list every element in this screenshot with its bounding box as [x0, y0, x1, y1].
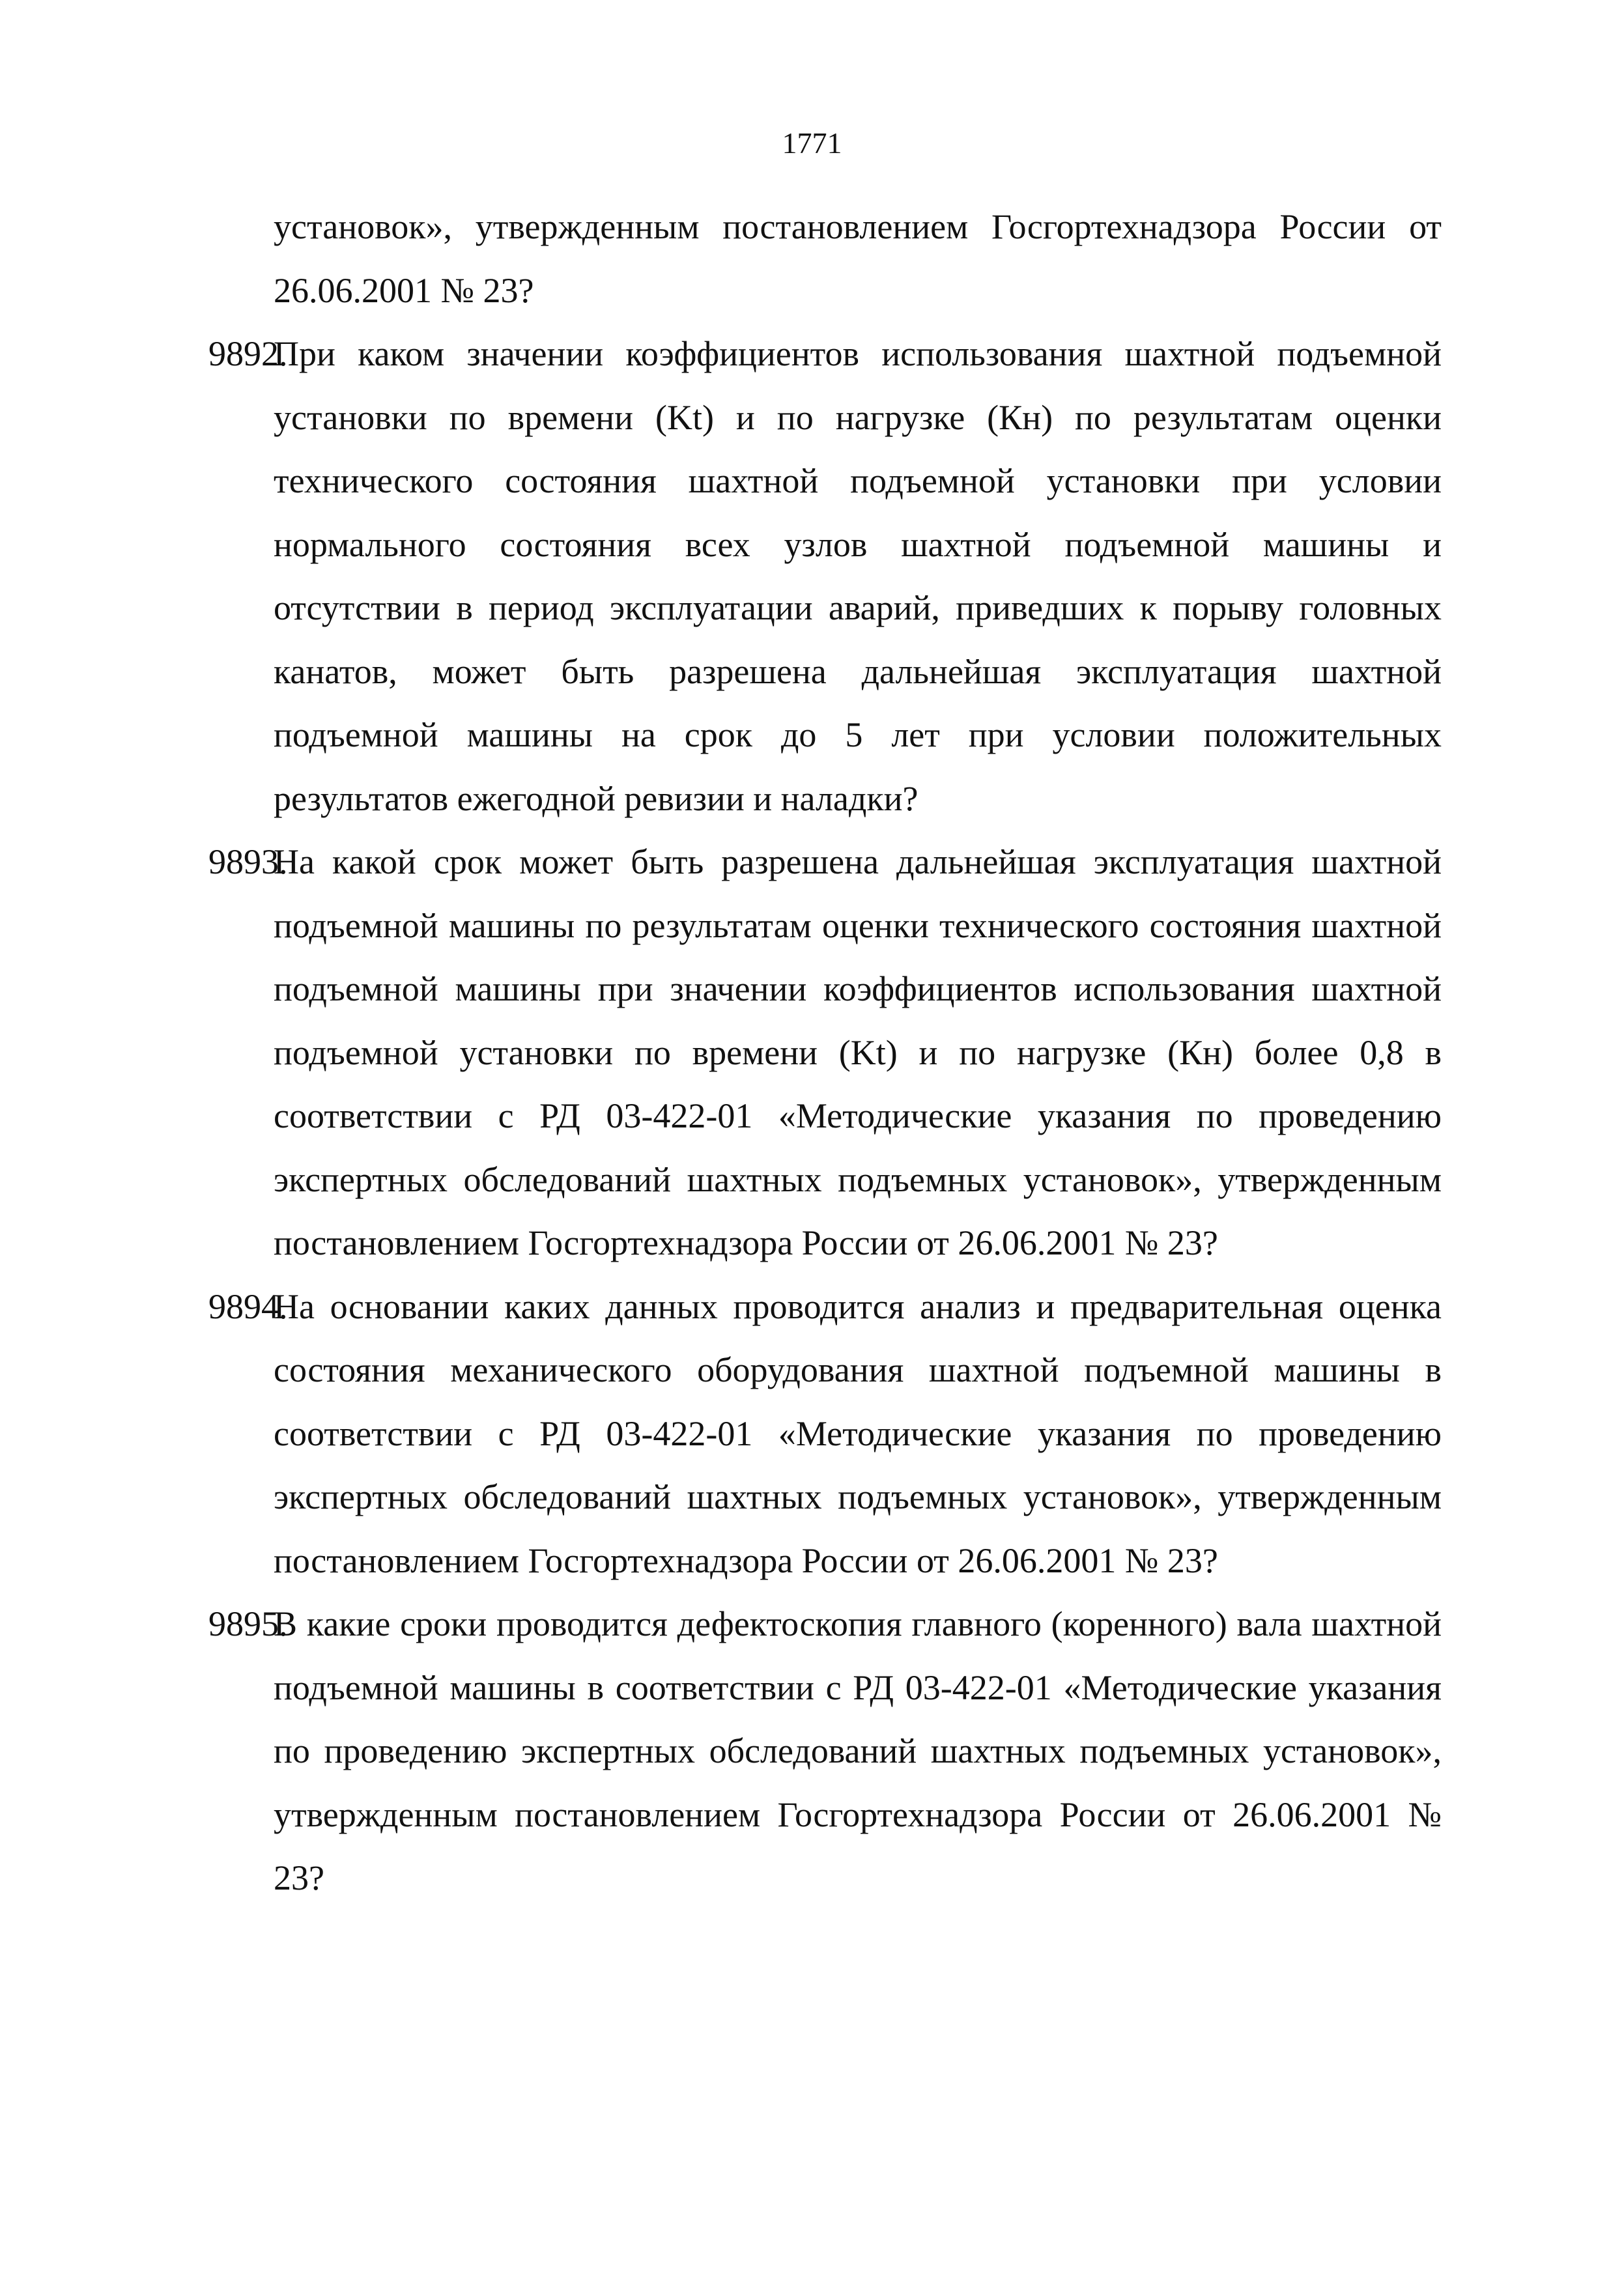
question-item — [208, 830, 1442, 1275]
question-text: При каком значении коэффициентов использования шахтной подъемной установки по времени (Kt) и по нагрузке (Кн) по результатам оценки технического состояния шахтной подъемной установки при условии нормального состояния всех узлов шахтной подъемной машины и отсутствии в период эксплуатации аварий, приведших к порыву головных канатов, может быть разрешена дальнейшая эксплуатация шахтной подъемной машины на срок до 5 лет при условии положительных результатов ежегодной ревизии и наладки? — [274, 334, 1442, 818]
question-text: На основании каких данных проводится анализ и предварительная оценка состояния механического оборудования шахтной подъемной машины в соответствии с РД 03-422-01 «Методические указания по проведению экспертных обследований шахтных подъемных установок», утвержденным постановлением Госгортехнадзора России от 26.06.2001 № 23? — [274, 1286, 1442, 1580]
page-number: 1771 — [782, 126, 842, 160]
question-number: 9893. — [208, 842, 288, 881]
question-text: На какой срок может быть разрешена дальнейшая эксплуатация шахтной подъемной машины по результатам оценки технического состояния шахтной подъемной машины при значении коэффициентов использования шахтной подъемной установки по времени (Kt) и по нагрузке (Кн) более 0,8 в соответствии с РД 03-422-01 «Методические указания по проведению экспертных обследований шахтных подъемных установок», утвержденным постановлением Госгортехнадзора России от 26.06.2001 № 23? — [274, 842, 1442, 1262]
question-number: 9895. — [208, 1604, 288, 1643]
question-number: 9894. — [208, 1286, 288, 1326]
question-item — [208, 1275, 1442, 1593]
question-item — [208, 1593, 1442, 1910]
question-text: В какие сроки проводится дефектоскопия главного (коренного) вала шахтной подъемной машины в соответствии с РД 03-422-01 «Методические указания по проведению экспертных обследований шахтных подъемных установок», утвержденным постановлением Госгортехнадзора России от 26.06.2001 № 23? — [274, 1604, 1442, 1897]
question-item — [208, 322, 1442, 830]
continuation-paragraph: установок», утвержденным постановлением Госгортехнадзора России от 26.06.2001 № 23? — [274, 207, 1442, 310]
page-content — [208, 195, 1442, 1910]
question-number: 9892. — [208, 334, 288, 373]
